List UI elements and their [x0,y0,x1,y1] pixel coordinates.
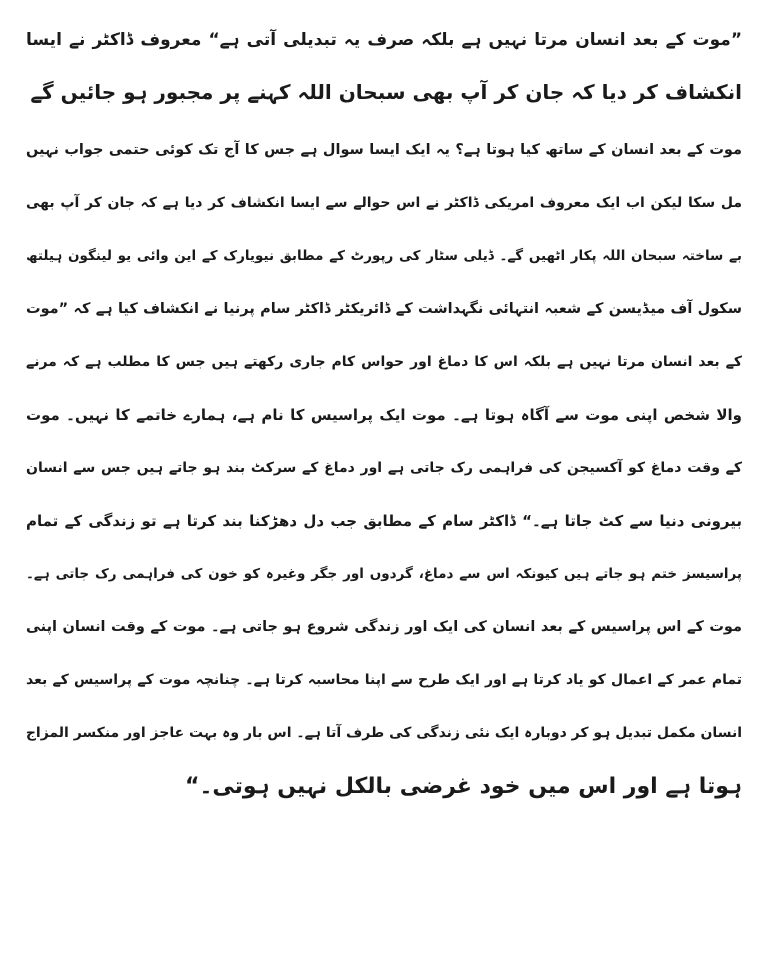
body-line: موت کے اس پراسیس کے بعد انسان کی ایک اور زندگی شروع ہو جاتی ہے۔ موت کے وقت انسان اپنی [26,619,742,635]
body-line: تمام عمر کے اعمال کو یاد کرتا ہے اور ایک طرح سے اپنا محاسبہ کرتا ہے۔ چنانچہ موت کے پراسیس کے بعد [26,672,742,688]
article-body [26,124,742,813]
body-line: انسان مکمل تبدیل ہو کر دوبارہ ایک نئی زندگی کی طرف آتا ہے۔ اس بار وہ بہت عاجز اور منکسر المزاج [26,725,742,741]
body-line: کے وقت دماغ کو آکسیجن کی فراہمی رک جاتی ہے اور دماغ کے سرکٹ بند ہو جاتے ہیں جس سے انسان [26,460,742,476]
body-line: کے بعد انسان مرتا نہیں ہے بلکہ اس کا دماغ اور حواس کام جاری رکھتے ہیں جس کا مطلب ہے کہ مرنے [26,354,742,370]
headline-line: ”موت کے بعد انسان مرتا نہیں ہے بلکہ صرف یہ تبدیلی آتی ہے“ معروف ڈاکٹر نے ایسا [26,30,742,50]
article-headline [26,14,742,118]
body-line: مل سکا لیکن اب ایک معروف امریکی ڈاکٹر نے اس حوالے سے ایسا انکشاف کر دیا ہے کہ جان کر آپ بھی [26,195,742,211]
headline-line: انکشاف کر دیا کہ جان کر آپ بھی سبحان اللہ کہنے پر مجبور ہو جائیں گے [30,80,742,104]
body-line: سکول آف میڈیسن کے شعبہ انتہائی نگہداشت کے ڈائریکٹر ڈاکٹر سام پرنیا نے انکشاف کیا ہے کہ ”موت [26,301,742,317]
body-line: ہوتا ہے اور اس میں خود غرضی بالکل نہیں ہوتی۔“ [185,774,742,799]
body-line: والا شخص اپنی موت سے آگاہ ہوتا ہے۔ موت ایک پراسیس کا نام ہے، ہمارے خاتمے کا نہیں۔ موت [26,406,742,424]
body-line: پراسیسز ختم ہو جاتے ہیں کیونکہ اس سے دماغ، گردوں اور جگر وغیرہ کو خون کی فراہمی رک جاتی ہے۔ [26,566,742,582]
body-line: بے ساختہ سبحان اللہ پکار اٹھیں گے۔ ڈیلی سٹار کی رپورٹ کے مطابق نیویارک کے این وائی یو لینگون ہیلتھ [26,248,742,264]
body-line: بیرونی دنیا سے کٹ جاتا ہے۔“ ڈاکٹر سام کے مطابق جب دل دھڑکنا بند کرتا ہے تو زندگی کے تمام [26,512,742,530]
body-line: موت کے بعد انسان کے ساتھ کیا ہوتا ہے؟ یہ ایک ایسا سوال ہے جس کا آج تک کوئی حتمی جواب نہیں [26,142,742,158]
